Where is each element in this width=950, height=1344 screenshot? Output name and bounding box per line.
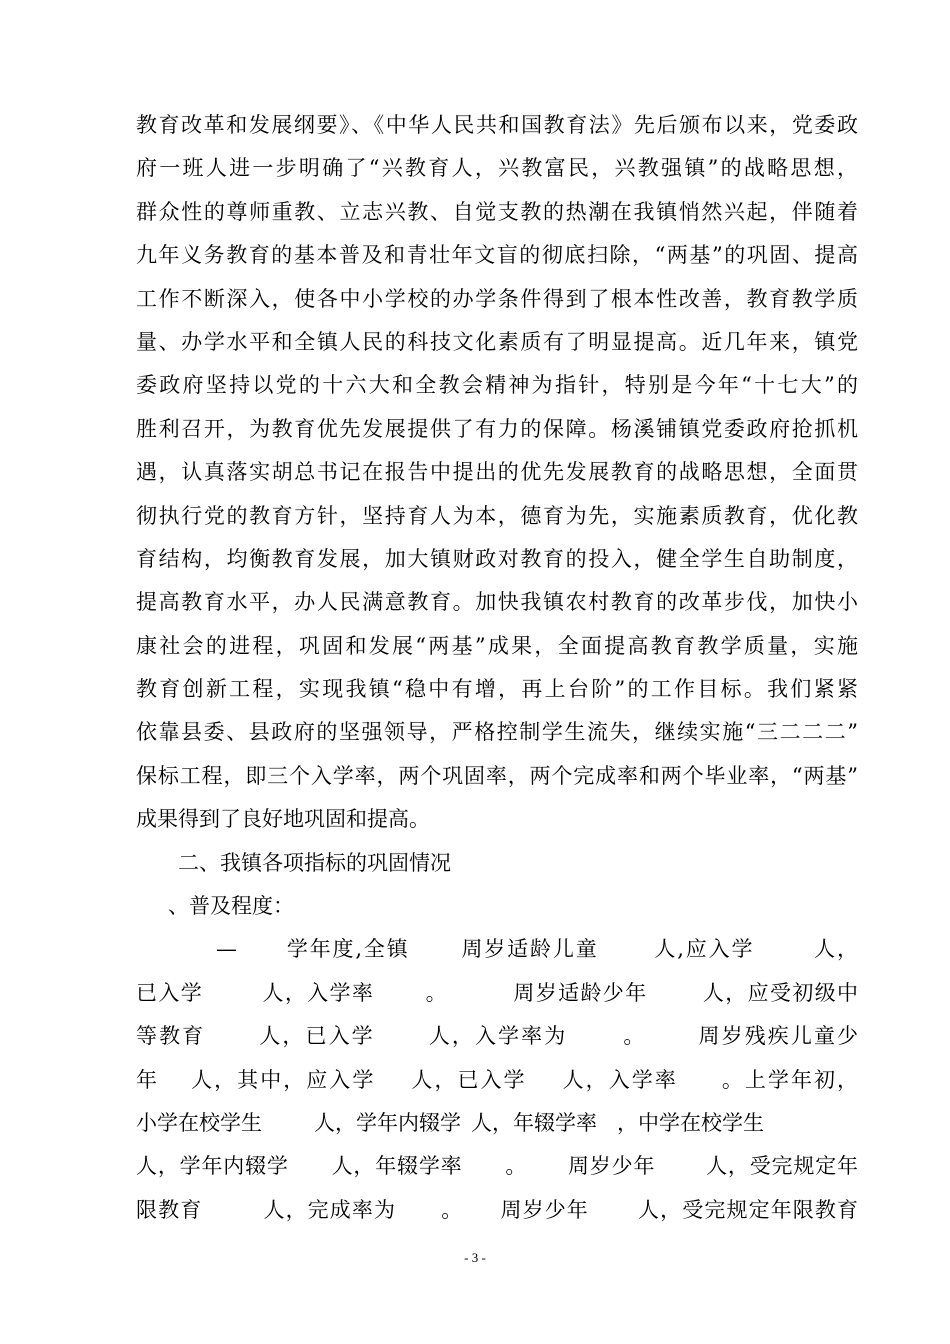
- stats-text: 年: [136, 1067, 160, 1092]
- stats-text: 人,应入学: [652, 937, 755, 962]
- stats-line: [136, 928, 858, 971]
- stats-text: 人，完成率为: [262, 1197, 397, 1222]
- stats-text: 人，已入学: [257, 1024, 375, 1049]
- stats-text: 人，应受初级中: [701, 980, 858, 1005]
- paragraph-line: 依靠县委、县政府的坚强领导，严格控制学生流失，继续实施“三二二二”: [136, 720, 858, 745]
- stats-text: 人，: [812, 937, 858, 962]
- paragraph-line: 遇，认真落实胡总书记在报告中提出的优先发展教育的战略思想，全面贯: [136, 460, 858, 485]
- section-heading: 二、我镇各项指标的巩固情况: [178, 850, 451, 875]
- stats-text: 周岁少年: [499, 1197, 589, 1222]
- paragraph-line: 提高教育水平，办人民满意教育。加快我镇农村教育的改革步伐，加快小: [136, 590, 858, 615]
- stats-text: 周岁适龄儿童: [459, 937, 599, 962]
- paragraph-line: 量、办学水平和全镇人民的科技文化素质有了明显提高。近几年来，镇党: [136, 329, 858, 354]
- paragraph-line: 工作不断深入，使各中小学校的办学条件得到了根本性改善，教育教学质: [136, 286, 858, 311]
- stats-line: [136, 1102, 858, 1145]
- stats-text: 已入学: [136, 980, 204, 1005]
- stats-text: 。: [424, 980, 448, 1005]
- page-number: - 3 -: [464, 1250, 486, 1265]
- stats-text: 周岁少年: [567, 1154, 656, 1179]
- stats-text: 人，受完规定年限教育: [636, 1197, 858, 1222]
- stats-text: ，中学在校学生: [617, 1110, 764, 1135]
- paragraph-line: 保标工程，即三个入学率，两个巩固率，两个完成率和两个毕业率，“两基”: [136, 763, 858, 788]
- paragraph-line: 群众性的尊师重教、立志兴教、自觉支教的热潮在我镇悄然兴起，伴随着: [136, 199, 858, 224]
- stats-line: [136, 1189, 858, 1232]
- stats-text: 限教育: [136, 1197, 203, 1222]
- paragraph-line: 康社会的进程，巩固和发展“两基”成果，全面提高教育教学质量，实施: [136, 633, 858, 658]
- stats-text: 。: [504, 1154, 528, 1179]
- stats-text: 人，已入学: [409, 1067, 527, 1092]
- body-text: [136, 104, 858, 1232]
- stats-line: [136, 1145, 858, 1188]
- paragraph-line: 九年义务教育的基本普及和青壮年文盲的彻底扫除，“两基”的巩固、提高: [136, 243, 858, 268]
- stats-text: 周岁残疾儿童少: [696, 1024, 858, 1049]
- stats-text: 小学在校学生: [136, 1110, 262, 1135]
- paragraph-line: 教育创新工程，实现我镇“稳中有增，再上台阶”的工作目标。我们紧紧: [136, 677, 858, 702]
- stats-text: 人，年辍学率: [330, 1154, 463, 1179]
- paragraph-line: 委政府坚持以党的十六大和全教会精神为指针，特别是今年“十七大”的: [136, 373, 858, 398]
- stats-line: [136, 1059, 858, 1102]
- stats-text: 学年度,全镇: [285, 937, 410, 962]
- paragraph-line: 彻执行党的教育方针，坚持育人为本，德育为先，实施素质教育，优化教: [136, 503, 858, 528]
- subsection-heading: 、普及程度：: [168, 894, 294, 919]
- stats-text: —: [216, 937, 237, 962]
- stats-text: 人，学年内辍学: [136, 1154, 289, 1179]
- stats-text: 。: [440, 1197, 464, 1222]
- paragraph-line: 成果得到了良好地巩固和提高。: [136, 807, 430, 832]
- stats-text: 人，入学率: [560, 1067, 678, 1092]
- paragraph-line: 教育改革和发展纲要》、《中华人民共和国教育法》先后颁布以来，党委政: [136, 113, 858, 137]
- stats-text: 人，受完规定年: [705, 1154, 858, 1179]
- stats-text: 人，其中，应入学: [189, 1067, 376, 1092]
- paragraph-line: 育结构，均衡教育发展，加大镇财政对教育的投入，健全学生自助制度，: [136, 546, 858, 571]
- stats-text: 。: [621, 1024, 647, 1049]
- stats-text: 周岁适龄少年: [512, 980, 648, 1005]
- stats-line: [136, 972, 858, 1015]
- paragraph-line: 胜利召开，为教育优先发展提供了有力的保障。杨溪铺镇党委政府抢抓机: [136, 416, 858, 441]
- stats-line: [136, 1015, 858, 1058]
- stats-text: 人，学年内辍学: [314, 1110, 461, 1135]
- stats-text: 等教育: [136, 1024, 206, 1049]
- stats-text: 人，入学率为: [426, 1024, 568, 1049]
- paragraph-line: 府一班人进一步明确了“兴教育人，兴教富民，兴教强镇”的战略思想，: [136, 156, 858, 181]
- stats-text: 人，入学率: [261, 980, 375, 1005]
- stats-text: 人，年辍学率: [471, 1110, 597, 1135]
- stats-text: 。上学年初，: [719, 1067, 858, 1092]
